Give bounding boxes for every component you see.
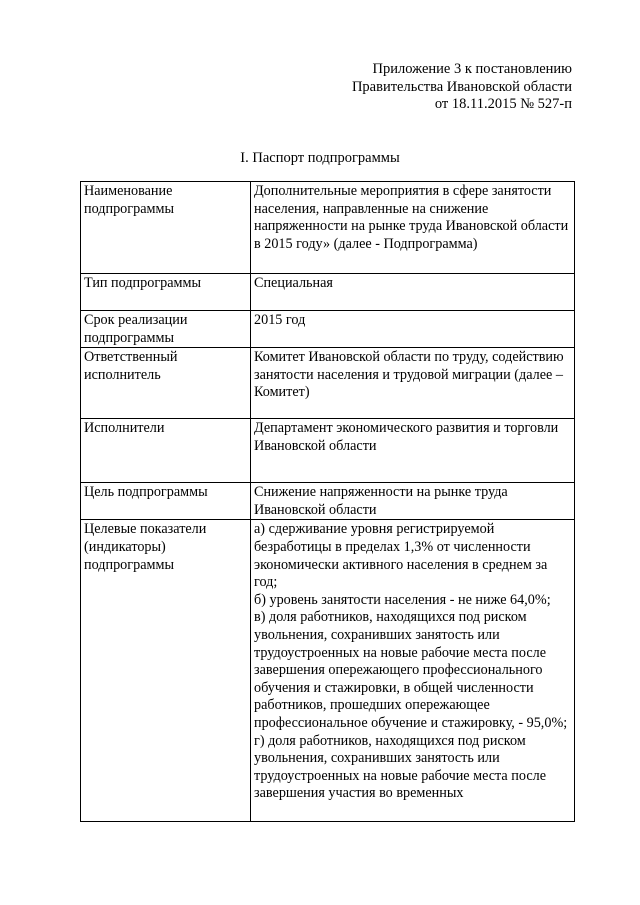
table-row xyxy=(81,520,575,822)
row-label-executors: Исполнители xyxy=(81,419,251,483)
row-value-goal: Снижение напряженности на рынке труда Ивановской области xyxy=(251,483,575,520)
row-value-name: Дополнительные мероприятия в сфере занятости населения, направленные на снижение напряженности на рынке труда Ивановской области в 2015 году» (далее - Подпрограмма) xyxy=(251,182,575,274)
indicator-item: а) сдерживание уровня регистрируемой безработицы в пределах 1,3% от численности экономически активного населения в среднем за год; xyxy=(254,521,548,591)
row-label-indicators: Целевые показатели (индикаторы) подпрограммы xyxy=(81,520,251,822)
table-row xyxy=(81,348,575,419)
header-line-appendix: Приложение 3 к постановлению xyxy=(372,61,572,77)
passport-table xyxy=(80,181,575,822)
section-title: I. Паспорт подпрограммы xyxy=(240,150,400,166)
row-label-name: Наименование подпрограммы xyxy=(81,182,251,274)
row-label-goal: Цель подпрограммы xyxy=(81,483,251,520)
table-row xyxy=(81,419,575,483)
row-value-indicators xyxy=(251,520,575,822)
table-row xyxy=(81,311,575,348)
row-value-executors: Департамент экономического развития и торговли Ивановской области xyxy=(251,419,575,483)
table-row xyxy=(81,182,575,274)
indicator-item: б) уровень занятости населения - не ниже 64,0%; xyxy=(254,591,551,608)
document-header xyxy=(352,61,572,114)
row-value-responsible: Комитет Ивановской области по труду, содействию занятости населения и трудовой миграции (далее – Комитет) xyxy=(251,348,575,419)
header-line-date-number: от 18.11.2015 № 527-п xyxy=(434,96,572,112)
row-label-responsible: Ответственный исполнитель xyxy=(81,348,251,419)
indicator-item: в) доля работников, находящихся под риском увольнения, сохранивших занятость или трудоустроенных на новые рабочие места после завершения опережающего профессионального обучения и стажировки, в общей численности работников, прошедших опережающее профессиональное обучение и стажировку, - 95,0%; xyxy=(254,609,568,731)
table-row xyxy=(81,274,575,311)
table-row xyxy=(81,483,575,520)
row-value-term: 2015 год xyxy=(251,311,575,348)
row-label-type: Тип подпрограммы xyxy=(81,274,251,311)
row-value-type: Специальная xyxy=(251,274,575,311)
header-line-government: Правительства Ивановской области xyxy=(351,78,572,95)
row-label-term: Срок реализации подпрограммы xyxy=(81,311,251,348)
indicator-item: г) доля работников, находящихся под риском увольнения, сохранивших занятость или трудоустроенных на новые рабочие места после завершения участия во временных xyxy=(254,732,546,802)
